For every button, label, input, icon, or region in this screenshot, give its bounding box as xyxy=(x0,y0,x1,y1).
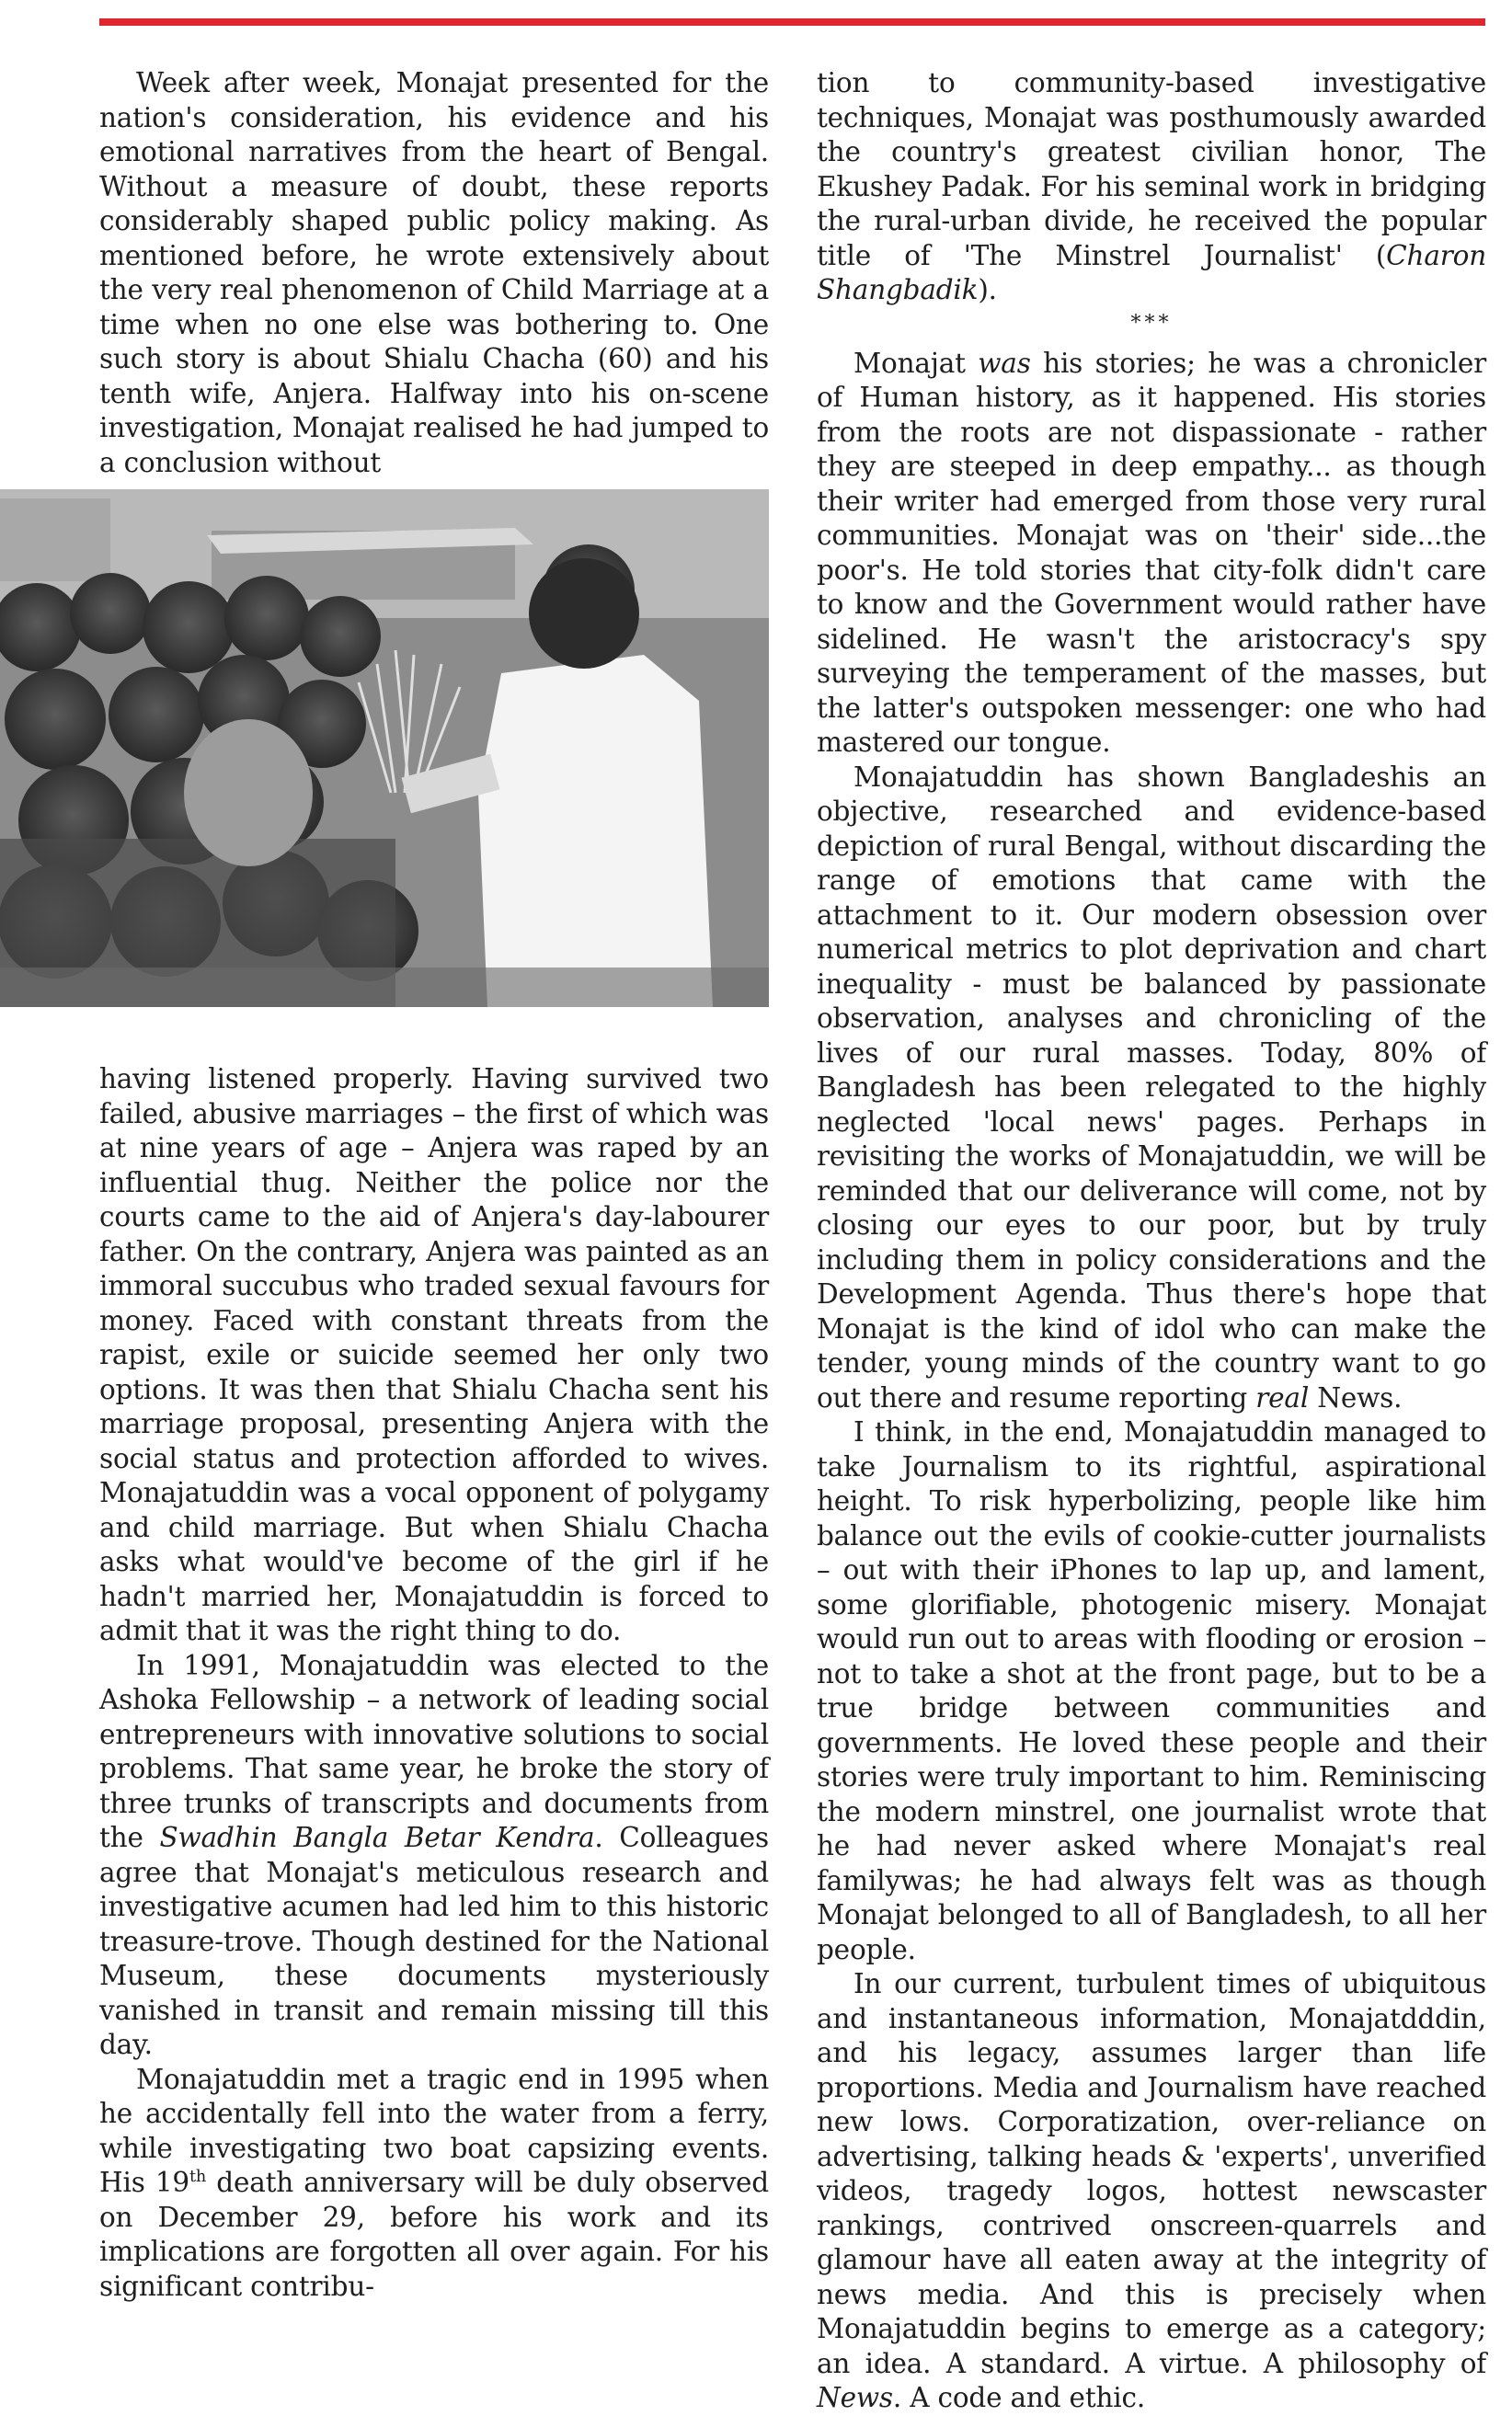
paragraph: having listened properly. Having survived two failed, abusive marriages – the first of which was at nine years of age – Anjera was raped by an influential thug. Neither the police nor the courts came to the aid of Anjera's day-labourer father. On the contrary, Anjera was painted as an immoral succubus who traded sexual favours for money. Faced with constant threats from the rapist, exile or suicide seemed her only two options. It was then that Shialu Chacha sent his marriage proposal, presenting Anjera with the social status and protection afforded to wives. Monajatuddin was a vocal opponent of polygamy and child marriage. But when Shialu Chacha asks what would've become of the girl if he hadn't married her, Monajatuddin is forced to admit that it was the right thing to do. xyxy=(99,1063,769,1646)
paragraph: Monajatuddin has shown Bangladeshis an objective, researched and evidence-based depiction of rural Bengal, without discarding the range of emotions that came with the attachment to it. Our modern obsession over numerical metrics to plot deprivation and chart inequality - must be balanced by passionate observation, analyses and chronicling of the lives of our rural masses. Today, 80% of Bangladesh has been relegated to the highly neglected 'local news' pages. Perhaps in revisiting the works of Monajatuddin, we will be reminded that our deliverance will come, not by closing our eyes to our poor, but by truly including them in policy considerations and the Development Agenda. Thus there's hope that Monajat is the kind of idol who can make the tender, young minds of the country want to go out there and resume reporting real News. xyxy=(817,761,1486,1414)
paragraph: In 1991, Monajatuddin was elected to the Ashoka Fellowship – a network of leading social entrepreneurs with innovative solutions to social problems. That same year, he broke the story of three trunks of transcripts and documents from the Swadhin Bangla Betar Kendra. Colleagues agree that Monajat's meticulous research and investigative acumen had led him to this historic treasure-trove. Though destined for the National Museum, these documents mysteriously vanished in transit and remain missing till this day. xyxy=(99,1649,769,2060)
column-1-top xyxy=(99,66,769,478)
paragraph: Monajatuddin met a tragic end in 1995 when he accidentally fell into the water from a ferry, while investigating two boat capsizing events. His 19th death anniversary will be duly observed on December 29, before his work and its implications are forgotten all over again. For his significant contribu- xyxy=(99,2063,769,2302)
article-photo xyxy=(0,489,769,1007)
header-rule xyxy=(99,18,1485,26)
column-2 xyxy=(817,66,1487,2413)
photo-illustration xyxy=(0,489,769,1007)
section-separator: *** xyxy=(1130,311,1173,335)
paragraph: In our current, turbulent times of ubiquitous and instantaneous information, Monajatdddin, and his legacy, assumes larger than life proportions. Media and Journalism have reached new lows. Corporatization, over-reliance on advertising, talking heads & 'experts', unverified videos, tragedy logos, hottest newscaster rankings, contrived onscreen-quarrels and glamour have all eaten away at the integrity of news media. And this is precisely when Monajatuddin begins to emerge as a category; an idea. A standard. A virtue. A philosophy of News. A code and ethic. xyxy=(817,1968,1486,2413)
paragraph: Monajat was his stories; he was a chronicler of Human history, as it happened. His stories from the roots are not dispassionate - rather they are steeped in deep empathy... as though their writer had emerged from those very rural communities. Monajat was on 'their' side...the poor's. He told stories that city-folk didn't care to know and the Government would rather have sidelined. He wasn't the aristocracy's spy surveying the temperament of the masses, but the latter's outspoken messenger: one who had mastered our tongue. xyxy=(817,347,1487,758)
column-1-bottom xyxy=(99,1062,769,2302)
paragraph: Week after week, Monajat presented for the nation's consideration, his evidence and his emotional narratives from the heart of Bengal. Without a measure of doubt, these reports considerably shaped public policy making. As mentioned before, he wrote extensively about the very real phenomenon of Child Marriage at a time when no one else was bothering to. One such story is about Shialu Chacha (60) and his tenth wife, Anjera. Halfway into his on-scene investigation, Monajat realised he had jumped to a conclusion without xyxy=(99,67,769,478)
paragraph: I think, in the end, Monajatuddin managed to take Journalism to its rightful, aspirational height. To risk hyperbolizing, people like him balance out the evils of cookie-cutter journalists – out with their iPhones to lap up, and lament, some glorifiable, photogenic misery. Monajat would run out to areas with flooding or erosion – not to take a shot at the front page, but to be a true bridge between communities and governments. He loved these people and their stories were truly important to him. Reminiscing the modern minstrel, one journalist wrote that he had never asked where Monajat's real familywas; he had always felt was as though Monajat belonged to all of Bangladesh, to all her people. xyxy=(817,1416,1486,1965)
paragraph: tion to community-based investigative techniques, Monajat was posthumously awarded the country's greatest civilian honor, The Ekushey Padak. For his seminal work in bridging the rural-urban divide, he received the popular title of 'The Minstrel Journalist' (Charon Shangbadik). xyxy=(817,67,1486,305)
